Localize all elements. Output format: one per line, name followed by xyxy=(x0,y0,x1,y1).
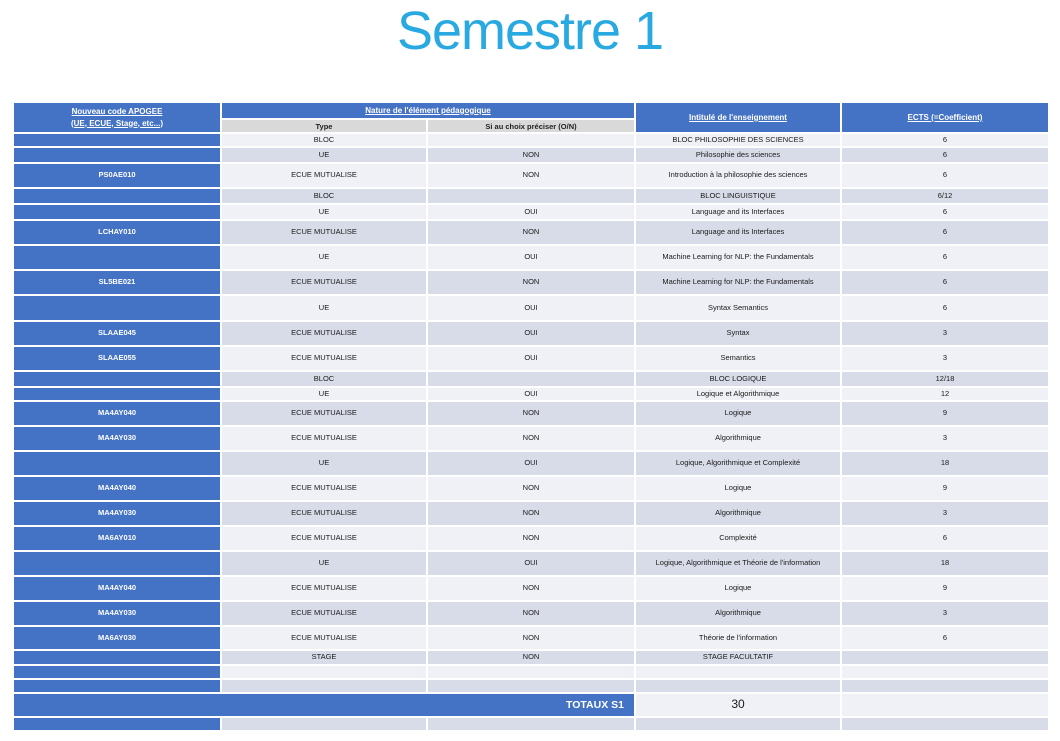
cell-type: BLOC xyxy=(222,189,426,203)
cell-choix: NON xyxy=(428,627,634,649)
cell-ects: 6 xyxy=(842,205,1048,219)
cell-code: MA4AY040 xyxy=(14,477,220,500)
table-row xyxy=(14,372,1048,386)
cell-choix: OUI xyxy=(428,388,634,400)
cell-ects: 6 xyxy=(842,296,1048,320)
cell-type: UE xyxy=(222,552,426,575)
cell-ects: 18 xyxy=(842,552,1048,575)
cell-intitule: Algorithmique xyxy=(636,427,840,450)
cell-intitule xyxy=(636,666,840,678)
cell-choix xyxy=(428,134,634,146)
cell-ects: 9 xyxy=(842,477,1048,500)
table-header xyxy=(14,103,1048,132)
cell-intitule: Complexité xyxy=(636,527,840,550)
cell-code: MA4AY040 xyxy=(14,577,220,600)
table-row xyxy=(14,502,1048,525)
table-row xyxy=(14,189,1048,203)
cell-intitule: Logique, Algorithmique et Théorie de l'information xyxy=(636,552,840,575)
header-ects xyxy=(842,103,1048,132)
cell-choix: OUI xyxy=(428,552,634,575)
cell-code: LCHAY010 xyxy=(14,221,220,244)
cell-ects: 6 xyxy=(842,221,1048,244)
cell-code xyxy=(14,148,220,162)
cell-intitule: Machine Learning for NLP: the Fundamentals xyxy=(636,271,840,294)
table-row xyxy=(14,402,1048,425)
cell-ects: 6 xyxy=(842,148,1048,162)
table-row xyxy=(14,577,1048,600)
table-row xyxy=(14,221,1048,244)
cell-ects: 12 xyxy=(842,388,1048,400)
table-row xyxy=(14,602,1048,625)
table-row xyxy=(14,552,1048,575)
cell-ects: 6 xyxy=(842,627,1048,649)
cell-ects: 9 xyxy=(842,577,1048,600)
cell-intitule: Language and its Interfaces xyxy=(636,221,840,244)
cell-choix: NON xyxy=(428,164,634,187)
cell-ects: 6 xyxy=(842,271,1048,294)
cell-code xyxy=(14,388,220,400)
cell-choix: NON xyxy=(428,271,634,294)
cell-type: ECUE MUTUALISE xyxy=(222,271,426,294)
subheader-type: Type xyxy=(222,120,426,132)
table-row xyxy=(14,296,1048,320)
cell-code: MA4AY030 xyxy=(14,602,220,625)
cell-intitule: Logique xyxy=(636,402,840,425)
cell-type xyxy=(222,666,426,678)
cell-choix xyxy=(428,680,634,692)
cell-code: MA4AY030 xyxy=(14,502,220,525)
cell-choix xyxy=(428,718,634,730)
table-row xyxy=(14,651,1048,664)
cell-type: UE xyxy=(222,296,426,320)
cell-ects xyxy=(842,718,1048,730)
cell-type: ECUE MUTUALISE xyxy=(222,502,426,525)
cell-code xyxy=(14,134,220,146)
table-row xyxy=(14,205,1048,219)
cell-ects: 12/18 xyxy=(842,372,1048,386)
table-row xyxy=(14,452,1048,475)
cell-type: ECUE MUTUALISE xyxy=(222,221,426,244)
cell-choix: OUI xyxy=(428,452,634,475)
cell-intitule: Logique et Algorithmique xyxy=(636,388,840,400)
cell-choix: OUI xyxy=(428,296,634,320)
cell-choix: NON xyxy=(428,427,634,450)
cell-intitule: BLOC LINGUISTIQUE xyxy=(636,189,840,203)
cell-code xyxy=(14,189,220,203)
table-row xyxy=(14,271,1048,294)
cell-code: SLAAE055 xyxy=(14,347,220,370)
cell-choix: OUI xyxy=(428,246,634,269)
table-row xyxy=(14,718,1048,730)
cell-choix xyxy=(428,666,634,678)
cell-code xyxy=(14,651,220,664)
cell-ects xyxy=(842,666,1048,678)
table-row xyxy=(14,627,1048,649)
header-code-line1: Nouveau code APOGEE xyxy=(71,106,163,116)
cell-type xyxy=(222,680,426,692)
cell-choix: NON xyxy=(428,477,634,500)
table-body xyxy=(14,134,1048,730)
cell-type: ECUE MUTUALISE xyxy=(222,347,426,370)
cell-type: ECUE MUTUALISE xyxy=(222,602,426,625)
cell-type: ECUE MUTUALISE xyxy=(222,527,426,550)
cell-intitule: Machine Learning for NLP: the Fundamentals xyxy=(636,246,840,269)
cell-ects xyxy=(842,680,1048,692)
totals-value: 30 xyxy=(636,694,840,716)
cell-ects: 3 xyxy=(842,502,1048,525)
cell-choix: OUI xyxy=(428,322,634,345)
table-row xyxy=(14,427,1048,450)
cell-code: PS0AE010 xyxy=(14,164,220,187)
cell-intitule: Philosophie des sciences xyxy=(636,148,840,162)
cell-intitule: BLOC LOGIQUE xyxy=(636,372,840,386)
cell-intitule: STAGE FACULTATIF xyxy=(636,651,840,664)
page-title: Semestre 1 xyxy=(396,1,664,61)
header-code-apogee xyxy=(14,103,220,132)
table-row xyxy=(14,527,1048,550)
cell-choix: NON xyxy=(428,577,634,600)
cell-intitule xyxy=(636,718,840,730)
cell-type: UE xyxy=(222,246,426,269)
totals-label: TOTAUX S1 xyxy=(14,694,634,716)
cell-choix: OUI xyxy=(428,347,634,370)
cell-ects: 9 xyxy=(842,402,1048,425)
cell-ects: 3 xyxy=(842,427,1048,450)
cell-ects: 6 xyxy=(842,164,1048,187)
header-nature xyxy=(222,103,634,118)
table-row xyxy=(14,134,1048,146)
cell-intitule xyxy=(636,680,840,692)
cell-ects: 6/12 xyxy=(842,189,1048,203)
table-row xyxy=(14,164,1048,187)
table-row xyxy=(14,477,1048,500)
cell-type: UE xyxy=(222,452,426,475)
cell-type: BLOC xyxy=(222,134,426,146)
cell-code xyxy=(14,296,220,320)
subheader-choix: Si au choix préciser (O/N) xyxy=(428,120,634,132)
cell-code xyxy=(14,666,220,678)
cell-type: ECUE MUTUALISE xyxy=(222,427,426,450)
cell-intitule: Théorie de l'information xyxy=(636,627,840,649)
cell-code xyxy=(14,452,220,475)
table-row xyxy=(14,347,1048,370)
totals-row xyxy=(14,694,1048,716)
header-ects-label: ECTS (=Coefficient) xyxy=(907,112,983,122)
cell-intitule: Algorithmique xyxy=(636,602,840,625)
cell-intitule: Logique xyxy=(636,577,840,600)
cell-ects: 18 xyxy=(842,452,1048,475)
cell-type: UE xyxy=(222,388,426,400)
cell-code: MA6AY010 xyxy=(14,527,220,550)
cell-choix: NON xyxy=(428,502,634,525)
cell-type: ECUE MUTUALISE xyxy=(222,164,426,187)
cell-intitule: Logique xyxy=(636,477,840,500)
cell-type: ECUE MUTUALISE xyxy=(222,477,426,500)
cell-intitule: Syntax Semantics xyxy=(636,296,840,320)
cell-code xyxy=(14,680,220,692)
header-nature-label: Nature de l'élément pédagogique xyxy=(365,105,491,115)
cell-choix: NON xyxy=(428,402,634,425)
cell-type: UE xyxy=(222,148,426,162)
cell-code: MA4AY030 xyxy=(14,427,220,450)
cell-code: MA6AY030 xyxy=(14,627,220,649)
cell-choix: NON xyxy=(428,602,634,625)
cell-choix xyxy=(428,189,634,203)
cell-type: ECUE MUTUALISE xyxy=(222,627,426,649)
cell-code: MA4AY040 xyxy=(14,402,220,425)
table-row xyxy=(14,680,1048,692)
cell-code: SLAAE045 xyxy=(14,322,220,345)
cell-intitule: BLOC PHILOSOPHIE DES SCIENCES xyxy=(636,134,840,146)
table-row xyxy=(14,148,1048,162)
table-row xyxy=(14,388,1048,400)
table-row xyxy=(14,322,1048,345)
cell-code xyxy=(14,718,220,730)
cell-type: UE xyxy=(222,205,426,219)
cell-ects: 3 xyxy=(842,602,1048,625)
cell-ects: 6 xyxy=(842,246,1048,269)
cell-intitule: Semantics xyxy=(636,347,840,370)
cell-type: ECUE MUTUALISE xyxy=(222,577,426,600)
cell-code xyxy=(14,552,220,575)
cell-choix xyxy=(428,372,634,386)
cell-choix: NON xyxy=(428,221,634,244)
cell-intitule: Logique, Algorithmique et Complexité xyxy=(636,452,840,475)
cell-intitule: Introduction à la philosophie des sciences xyxy=(636,164,840,187)
cell-type: STAGE xyxy=(222,651,426,664)
semester-table xyxy=(14,103,1048,732)
cell-choix: NON xyxy=(428,148,634,162)
totals-ects-cell xyxy=(842,694,1048,716)
header-intitule-label: Intitulé de l'enseignement xyxy=(689,112,787,122)
cell-type: ECUE MUTUALISE xyxy=(222,322,426,345)
table-row xyxy=(14,666,1048,678)
cell-intitule: Syntax xyxy=(636,322,840,345)
cell-code xyxy=(14,372,220,386)
cell-ects xyxy=(842,651,1048,664)
header-code-line2: (UE, ECUE, Stage, etc...) xyxy=(70,118,164,128)
cell-intitule: Language and its Interfaces xyxy=(636,205,840,219)
cell-type: BLOC xyxy=(222,372,426,386)
cell-ects: 3 xyxy=(842,347,1048,370)
cell-code: SL5BE021 xyxy=(14,271,220,294)
cell-ects: 6 xyxy=(842,527,1048,550)
cell-choix: NON xyxy=(428,651,634,664)
cell-type: ECUE MUTUALISE xyxy=(222,402,426,425)
cell-choix: NON xyxy=(428,527,634,550)
cell-intitule: Algorithmique xyxy=(636,502,840,525)
header-intitule xyxy=(636,103,840,132)
cell-choix: OUI xyxy=(428,205,634,219)
cell-ects: 6 xyxy=(842,134,1048,146)
table-row xyxy=(14,246,1048,269)
cell-code xyxy=(14,205,220,219)
cell-type xyxy=(222,718,426,730)
cell-code xyxy=(14,246,220,269)
cell-ects: 3 xyxy=(842,322,1048,345)
